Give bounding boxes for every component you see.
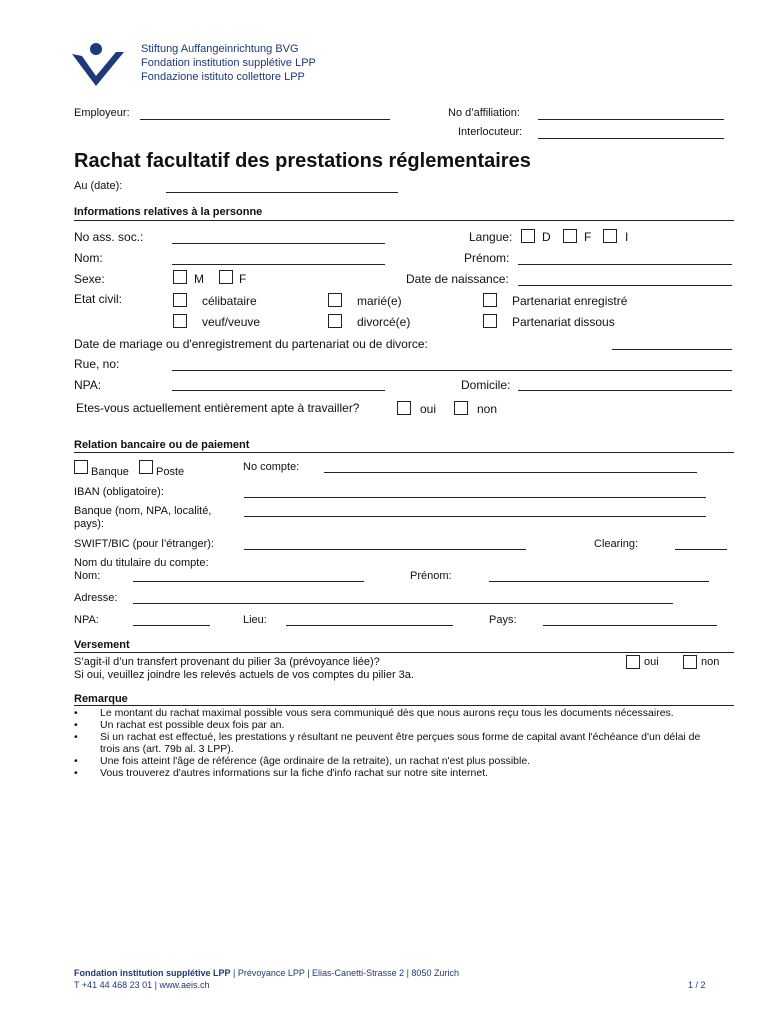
nom-field[interactable]	[172, 264, 385, 265]
sexe-m-label: M	[194, 272, 204, 286]
lang-i-label: I	[625, 230, 629, 244]
date-mariage-field[interactable]	[612, 349, 732, 350]
iban-label: IBAN (obligatoire):	[74, 486, 164, 498]
titulaire-prenom-label: Prénom:	[410, 570, 452, 582]
lieu-field[interactable]	[286, 625, 453, 626]
celibataire-label: célibataire	[202, 294, 257, 308]
lang-f-checkbox[interactable]	[563, 229, 577, 243]
veuf-label: veuf/veuve	[202, 315, 261, 329]
swift-field[interactable]	[244, 549, 526, 550]
partenariat-dis-label: Partenariat dissous	[512, 315, 615, 329]
veuf-checkbox[interactable]	[173, 314, 187, 328]
marie-checkbox[interactable]	[328, 293, 342, 307]
banque-detail-field[interactable]	[244, 516, 706, 517]
marie-label: marié(e)	[357, 294, 402, 308]
sexe-m-checkbox[interactable]	[173, 270, 187, 284]
footer-org: Fondation institution supplétive LPP	[74, 968, 231, 978]
versement-divider	[74, 652, 734, 653]
domicile-field[interactable]	[518, 390, 732, 391]
rue-label: Rue, no:	[74, 357, 120, 371]
remarque-heading: Remarque	[74, 693, 128, 705]
lieu-label: Lieu:	[243, 614, 267, 626]
remarque-item: Un rachat est possible deux fois par an.	[100, 719, 285, 731]
bullet-icon: •	[74, 731, 78, 743]
iban-field[interactable]	[244, 497, 706, 498]
page-title: Rachat facultatif des prestations réglementaires	[74, 150, 531, 172]
prenom-field[interactable]	[518, 264, 732, 265]
versement-heading: Versement	[74, 639, 130, 651]
apte-oui-checkbox[interactable]	[397, 401, 411, 415]
date-mariage-label: Date de mariage ou d'enregistrement du partenariat ou de divorce:	[74, 337, 428, 351]
nom-label: Nom:	[74, 251, 103, 265]
adresse-field[interactable]	[133, 603, 673, 604]
apte-oui-label: oui	[420, 402, 437, 416]
rue-field[interactable]	[172, 370, 732, 371]
sexe-f-label: F	[239, 272, 247, 286]
etat-civil-label: Etat civil:	[74, 292, 123, 306]
remarque-item: Le montant du rachat maximal possible vous sera communiqué dès que nous aurons reçu tous les documents nécessaires.	[100, 707, 674, 719]
apte-label: Etes-vous actuellement entièrement apte à travailler?	[76, 401, 360, 415]
bullet-icon: •	[74, 767, 78, 779]
remarque-item: Une fois atteint l'âge de référence (âge ordinaire de la retraite), un rachat n'est plus possible.	[100, 755, 531, 767]
versement-non-label: non	[701, 656, 720, 668]
affiliation-field[interactable]	[538, 119, 724, 120]
bullet-icon: •	[74, 707, 78, 719]
org-name-fr: Fondation institution supplétive LPP	[141, 57, 316, 69]
lang-i-checkbox[interactable]	[603, 229, 617, 243]
banque-label: Banque	[91, 466, 129, 478]
adresse-label: Adresse:	[74, 592, 118, 604]
banque-detail-label-2: pays):	[74, 518, 104, 530]
naissance-field[interactable]	[518, 285, 732, 286]
org-name-de: Stiftung Auffangeinrichtung BVG	[141, 43, 299, 55]
clearing-label: Clearing:	[594, 538, 639, 550]
banque-checkbox[interactable]	[74, 460, 88, 474]
remarque-divider	[74, 705, 734, 706]
person-divider	[74, 220, 734, 221]
remarque-list	[74, 707, 714, 779]
versement-line1: S’agit-il d’un transfert provenant du pilier 3a (prévoyance liée)?	[74, 656, 380, 668]
versement-line2: Si oui, veuillez joindre les relevés actuels de vos comptes du pilier 3a.	[74, 669, 414, 681]
lang-d-label: D	[542, 230, 551, 244]
sexe-label: Sexe:	[74, 272, 105, 286]
ass-soc-field[interactable]	[172, 243, 385, 244]
celibataire-checkbox[interactable]	[173, 293, 187, 307]
sexe-f-checkbox[interactable]	[219, 270, 233, 284]
versement-oui-checkbox[interactable]	[626, 655, 640, 669]
org-name-it: Fondazione istituto collettore LPP	[141, 71, 305, 83]
bank-divider	[74, 452, 734, 453]
apte-non-label: non	[477, 402, 498, 416]
ass-soc-label: No ass. soc.:	[74, 230, 144, 244]
bank-npa-label: NPA:	[74, 614, 99, 626]
contact-field[interactable]	[538, 138, 724, 139]
npa-field[interactable]	[172, 390, 385, 391]
swift-label: SWIFT/BIC (pour l’étranger):	[74, 538, 214, 550]
person-heading: Informations relatives à la personne	[74, 206, 263, 218]
remarque-item: Si un rachat est effectué, les prestations y résultant ne peuvent être perçues sous forme de capital avant l'échéance d'un délai de trois ans (art. 79b al. 3 LPP).	[100, 731, 701, 755]
divorce-checkbox[interactable]	[328, 314, 342, 328]
date-label: Au (date):	[74, 180, 123, 192]
prenom-label: Prénom:	[464, 251, 510, 265]
pays-label: Pays:	[489, 614, 517, 626]
poste-checkbox[interactable]	[139, 460, 153, 474]
logo-icon	[70, 42, 126, 88]
employer-label: Employeur:	[74, 107, 130, 119]
remarque-item: Vous trouverez d'autres informations sur la fiche d'info rachat sur notre site internet.	[100, 767, 489, 779]
clearing-field[interactable]	[675, 549, 727, 550]
titulaire-nom-label: Nom:	[74, 570, 101, 582]
versement-oui-label: oui	[644, 656, 659, 668]
no-compte-label: No compte:	[243, 461, 300, 473]
page-number: 1 / 2	[688, 980, 706, 990]
bank-npa-field[interactable]	[133, 625, 210, 626]
npa-label: NPA:	[74, 378, 102, 392]
lang-f-label: F	[584, 230, 592, 244]
bank-heading: Relation bancaire ou de paiement	[74, 439, 250, 451]
contact-label: Interlocuteur:	[458, 126, 523, 138]
domicile-label: Domicile:	[461, 378, 511, 392]
versement-non-checkbox[interactable]	[683, 655, 697, 669]
banque-detail-label-1: Banque (nom, NPA, localité,	[74, 505, 212, 517]
naissance-label: Date de naissance:	[406, 272, 509, 286]
footer-address	[74, 968, 459, 978]
titulaire-label: Nom du titulaire du compte:	[74, 557, 209, 569]
titulaire-prenom-field[interactable]	[489, 581, 709, 582]
partenariat-dis-checkbox[interactable]	[483, 314, 497, 328]
partenariat-enr-label: Partenariat enregistré	[512, 294, 628, 308]
poste-label: Poste	[156, 466, 185, 478]
employer-field[interactable]	[140, 119, 390, 120]
footer-rest: | Prévoyance LPP | Elias-Canetti-Strasse 2 | 8050 Zurich	[230, 968, 459, 978]
no-compte-field[interactable]	[324, 472, 697, 473]
bullet-icon: •	[74, 755, 78, 767]
pays-field[interactable]	[543, 625, 717, 626]
bullet-icon: •	[74, 719, 78, 731]
langue-label: Langue:	[469, 230, 513, 244]
lang-d-checkbox[interactable]	[521, 229, 535, 243]
apte-non-checkbox[interactable]	[454, 401, 468, 415]
footer-contact: T +41 44 468 23 01 | www.aeis.ch	[74, 980, 210, 990]
partenariat-enr-checkbox[interactable]	[483, 293, 497, 307]
date-field[interactable]	[166, 192, 398, 193]
titulaire-nom-field[interactable]	[133, 581, 364, 582]
affiliation-label: No d’affiliation:	[448, 107, 520, 119]
divorce-label: divorcé(e)	[357, 315, 411, 329]
